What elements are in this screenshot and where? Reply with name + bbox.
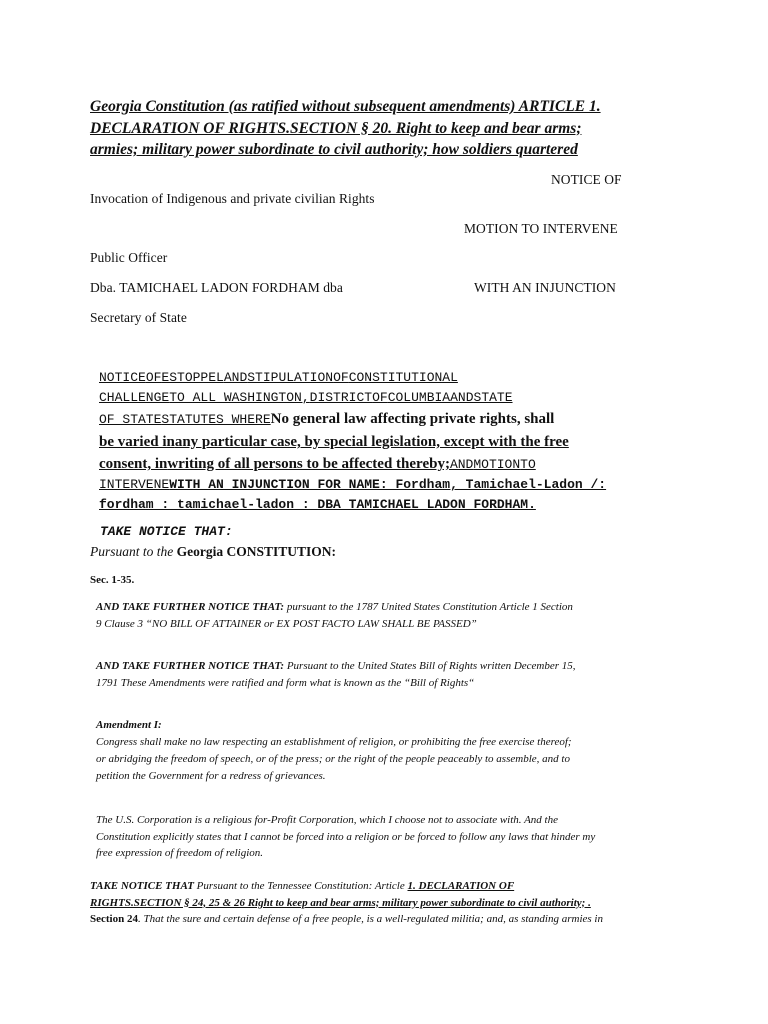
further-notice-1787: AND TAKE FURTHER NOTICE THAT: pursuant to the 1787 United States Constitution Article 1 Section 9 Clause 3 “NO BILL OF ATTAINER or EX POST FACTO LAW SHALL BE PASSED”: [96, 601, 573, 630]
heading-line-1: Georgia Constitution (as ratified without subsequent amendments) ARTICLE 1.: [90, 98, 601, 115]
corporation-paragraph: The U.S. Corporation is a religious for-Profit Corporation, which I choose not to associate with. And the Constitution explicitly states that I cannot be forced into a religion or be forced to follow any laws that hinder my free expression of freedom of religion.: [96, 814, 596, 859]
caption-injunction: WITH AN INJUNCTION: [474, 280, 616, 295]
caption-invocation: Invocation of Indigenous and private civilian Rights: [90, 191, 375, 206]
caption-secretary: Secretary of State: [90, 310, 187, 325]
caption-notice-of: NOTICE OF: [551, 172, 622, 187]
heading-line-2: DECLARATION OF RIGHTS.SECTION § 20. Right to keep and bear arms;: [90, 119, 582, 137]
take-notice-heading: TAKE NOTICE THAT:: [100, 524, 233, 539]
notice-row-4: be varied inany particular case, by special legislation, except with the free: [99, 434, 569, 450]
tennessee-notice: TAKE NOTICE THAT Pursuant to the Tennessee Constitution: Article 1. DECLARATION OF RIGHTS.SECTION § 24, 25 & 26 Right to keep and bear arms; military power subordinate to civil authority; . Section 24. That the sure and certain defense of a free people, is a well-regulated militia; and, as standing armies in: [90, 880, 603, 925]
notice-row-1: NOTICEOFESTOPPELANDSTIPULATIONOFCONSTITUTIONAL: [99, 370, 458, 385]
further-notice-bill-of-rights: AND TAKE FURTHER NOTICE THAT: Pursuant to the United States Bill of Rights written December 15, 1791 These Amendments were ratified and form what is known as the “Bill of Rights“: [96, 660, 576, 689]
notice-row-3: OF STATESTATUTES WHERENo general law affecting private rights, shall: [99, 411, 555, 427]
notice-row-5: consent, inwriting of all persons to be affected thereby;ANDMOTIONTO: [99, 456, 536, 472]
document-heading: [90, 96, 690, 161]
pursuant-line: Pursuant to the Georgia CONSTITUTION:: [90, 544, 337, 559]
caption-public-officer: Public Officer: [90, 250, 168, 265]
notice-row-6: INTERVENEWITH AN INJUNCTION FOR NAME: Fordham, Tamichael-Ladon /:: [99, 477, 607, 492]
notice-row-7: fordham : tamichael-ladon : DBA TAMICHAEL LADON FORDHAM.: [99, 497, 536, 512]
heading-line-3: armies; military power subordinate to civil authority; how soldiers quartered: [90, 141, 578, 158]
caption-dba-name: Dba. TAMICHAEL LADON FORDHAM dba: [90, 280, 343, 295]
estoppel-notice-block: [99, 368, 673, 515]
notice-row-2: CHALLENGETO ALL WASHINGTON,DISTRICTOFCOLUMBIAANDSTATE: [99, 390, 513, 405]
caption-motion: MOTION TO INTERVENE: [464, 221, 618, 236]
sections-range: Sec. 1-35.: [90, 574, 135, 586]
amendment-one: Amendment I: Congress shall make no law respecting an establishment of religion, or prohibiting the free exercise thereof; or abridging the freedom of speech, or of the press; or the right of the people peaceably to assemble, and to petition the Government for a redress of grievances.: [96, 719, 572, 782]
